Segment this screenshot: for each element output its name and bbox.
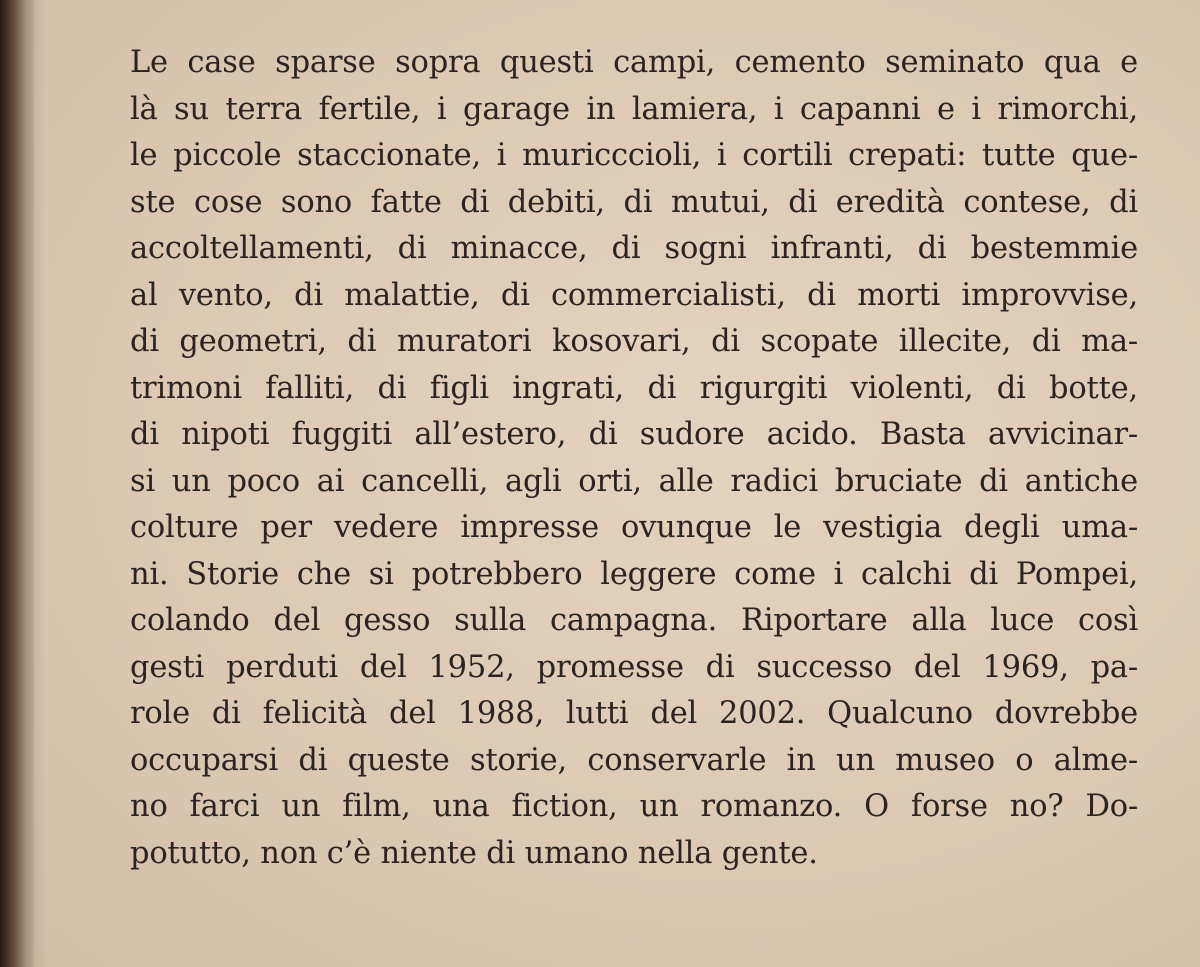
text-line: potutto, non c’è niente di umano nella gente. xyxy=(130,835,818,871)
text-line: ste cose sono fatte di debiti, di mutui, di eredità contese, di xyxy=(130,184,1138,220)
book-gutter-shadow xyxy=(0,0,46,967)
body-paragraph xyxy=(130,40,1150,877)
book-page xyxy=(34,0,1200,967)
text-line: trimoni falliti, di figli ingrati, di rigurgiti violenti, di botte, xyxy=(130,370,1138,406)
text-line: si un poco ai cancelli, agli orti, alle radici bruciate di antiche xyxy=(130,463,1138,499)
text-line: colando del gesso sulla campagna. Riportare alla luce così xyxy=(130,603,1139,638)
text-line: di geometri, di muratori kosovari, di scopate illecite, di ma- xyxy=(130,324,1138,359)
text-line: colture per vedere impresse ovunque le vestigia degli uma- xyxy=(130,510,1138,545)
text-line: gesti perduti del 1952, promesse di successo del 1969, pa- xyxy=(130,649,1139,685)
text-line: ni. Storie che si potrebbero leggere come i calchi di Pompei, xyxy=(130,556,1139,592)
text-line: le piccole staccionate, i muricccioli, i cortili crepati: tutte que- xyxy=(130,138,1139,173)
text-line: accoltellamenti, di minacce, di sogni infranti, di bestemmie xyxy=(130,231,1139,266)
text-line: no farci un film, una fiction, un romanzo. O forse no? Do- xyxy=(130,789,1138,824)
text-line: là su terra fertile, i garage in lamiera, i capanni e i rimorchi, xyxy=(130,91,1139,127)
text-line: di nipoti fuggiti all’estero, di sudore acido. Basta avvicinar- xyxy=(130,417,1138,452)
text-line: al vento, di malattie, di commercialisti, di morti improvvise, xyxy=(130,277,1138,313)
text-line: Le case sparse sopra questi campi, cemento seminato qua e xyxy=(130,45,1138,80)
text-line: role di felicità del 1988, lutti del 2002. Qualcuno dovrebbe xyxy=(130,696,1139,731)
text-line: occuparsi di queste storie, conservarle in un museo o alme- xyxy=(130,742,1139,778)
